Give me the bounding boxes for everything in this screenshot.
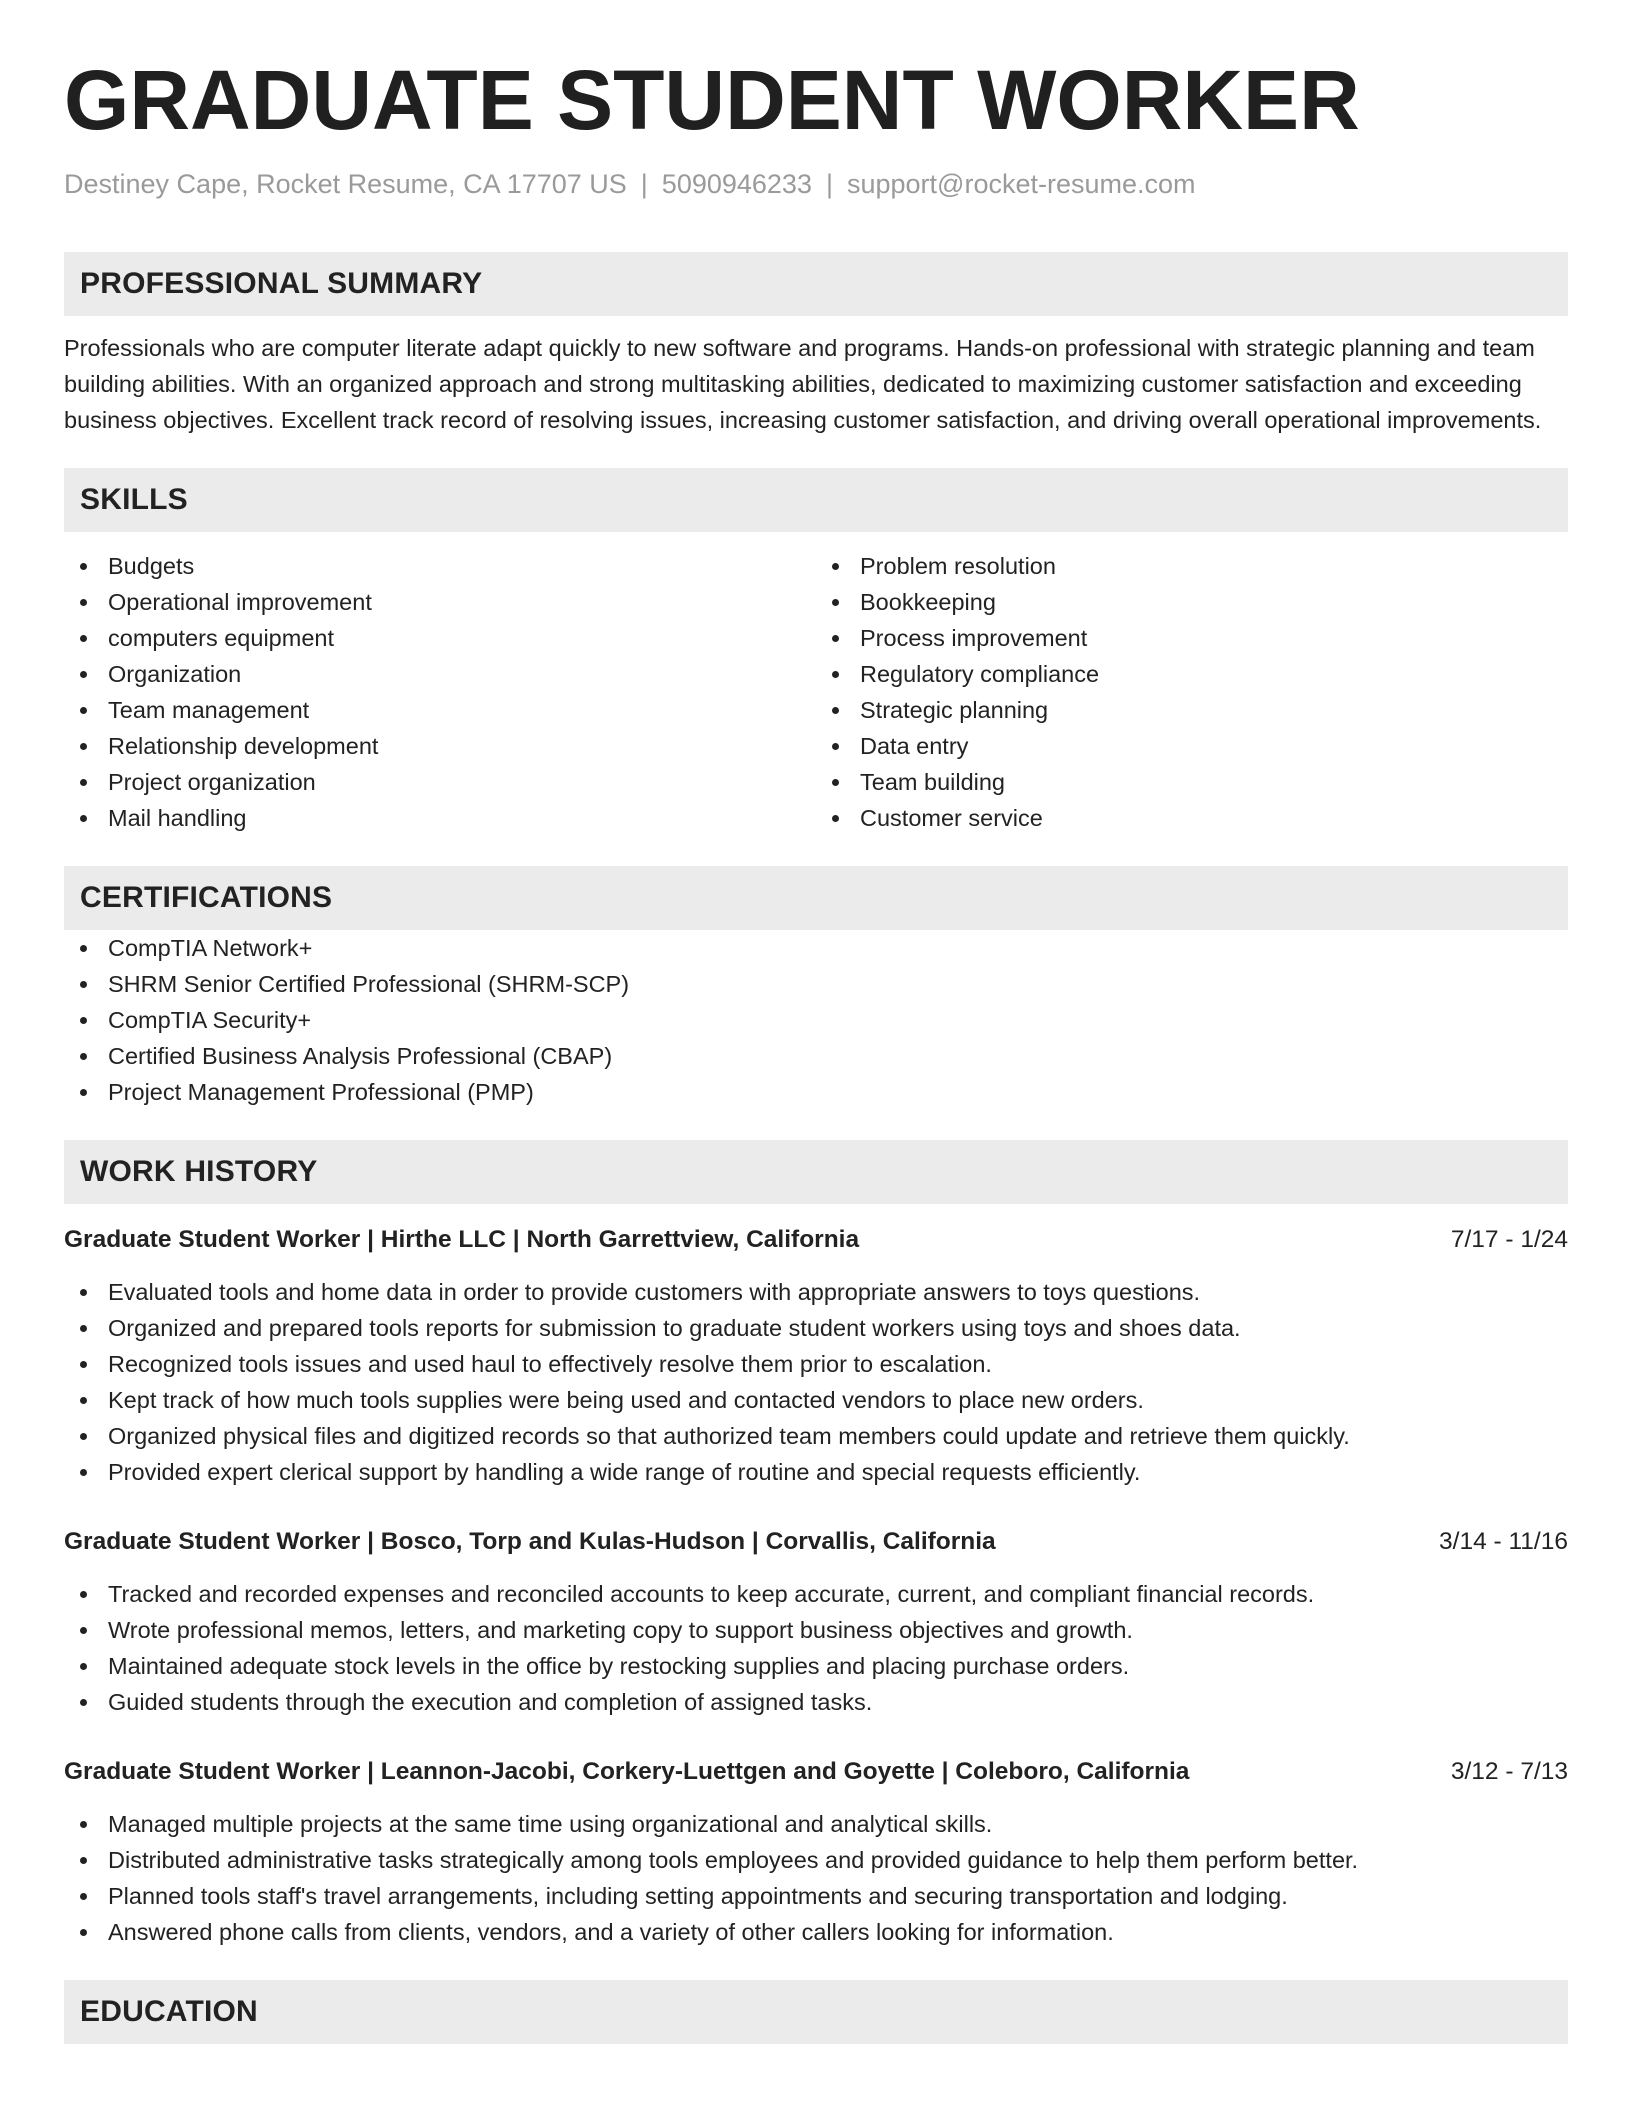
job-dates: 3/12 - 7/13 <box>1450 1758 1568 1785</box>
section-header-work-history: WORK HISTORY <box>64 1140 1568 1204</box>
skill-item: Data entry <box>816 728 1568 764</box>
job-bullet: Provided expert clerical support by handling a wide range of routine and special requests efficiently. <box>64 1454 1568 1490</box>
certifications-list <box>64 930 1568 1110</box>
contact-separator: | <box>825 169 833 199</box>
certification-item: Project Management Professional (PMP) <box>64 1074 1568 1110</box>
contact-email: support@rocket-resume.com <box>846 169 1196 199</box>
contact-separator: | <box>640 169 648 199</box>
contact-address: Destiney Cape, Rocket Resume, CA 17707 US <box>64 169 627 199</box>
job-bullet: Tracked and recorded expenses and reconciled accounts to keep accurate, current, and compliant financial records. <box>64 1576 1568 1612</box>
job-bullet: Guided students through the execution and completion of assigned tasks. <box>64 1684 1568 1720</box>
skill-item: Process improvement <box>816 620 1568 656</box>
job-bullet: Recognized tools issues and used haul to effectively resolve them prior to escalation. <box>64 1346 1568 1382</box>
skill-item: Problem resolution <box>816 548 1568 584</box>
job-entry <box>64 1754 1568 1950</box>
job-bullets <box>64 1806 1568 1950</box>
skill-item: Strategic planning <box>816 692 1568 728</box>
skills-list-left <box>64 548 816 836</box>
job-header <box>64 1222 1568 1258</box>
contact-phone: 5090946233 <box>661 169 812 199</box>
job-title: Graduate Student Worker | Hirthe LLC | North Garrettview, California <box>64 1226 860 1253</box>
job-entry <box>64 1222 1568 1490</box>
job-entry <box>64 1524 1568 1720</box>
skills-list-right <box>816 548 1568 836</box>
skill-item: Project organization <box>64 764 816 800</box>
section-header-summary: PROFESSIONAL SUMMARY <box>64 252 1568 316</box>
job-bullet: Managed multiple projects at the same time using organizational and analytical skills. <box>64 1806 1568 1842</box>
skill-item: Bookkeeping <box>816 584 1568 620</box>
job-bullet: Planned tools staff's travel arrangements, including setting appointments and securing transportation and lodging. <box>64 1878 1568 1914</box>
skill-item: Operational improvement <box>64 584 816 620</box>
job-title: Graduate Student Worker | Leannon-Jacobi, Corkery-Luettgen and Goyette | Coleboro, California <box>64 1758 1190 1785</box>
skill-item: Mail handling <box>64 800 816 836</box>
contact-line <box>64 166 1568 202</box>
summary-text: Professionals who are computer literate adapt quickly to new software and programs. Hands-on professional with strategic planning and team building abilities. With an organized approach and strong multitasking abilities, dedicated to maximizing customer satisfaction and exceeding business objectives. Excellent track record of resolving issues, increasing customer satisfaction, and driving overall operational improvements. <box>64 335 1542 433</box>
job-bullet: Wrote professional memos, letters, and marketing copy to support business objectives and growth. <box>64 1612 1568 1648</box>
job-bullet: Distributed administrative tasks strategically among tools employees and provided guidance to help them perform better. <box>64 1842 1568 1878</box>
job-bullet: Organized physical files and digitized records so that authorized team members could update and retrieve them quickly. <box>64 1418 1568 1454</box>
skill-item: Team building <box>816 764 1568 800</box>
job-header <box>64 1524 1568 1560</box>
job-bullets <box>64 1576 1568 1720</box>
job-bullets <box>64 1274 1568 1490</box>
certification-item: Certified Business Analysis Professional (CBAP) <box>64 1038 1568 1074</box>
job-dates: 3/14 - 11/16 <box>1439 1528 1568 1555</box>
section-header-certifications: CERTIFICATIONS <box>64 866 1568 930</box>
candidate-name: GRADUATE STUDENT WORKER <box>64 53 1360 147</box>
skill-item: computers equipment <box>64 620 816 656</box>
job-header <box>64 1754 1568 1790</box>
certification-item: CompTIA Security+ <box>64 1002 1568 1038</box>
job-title: Graduate Student Worker | Bosco, Torp and Kulas-Hudson | Corvallis, California <box>64 1528 996 1555</box>
skills-columns <box>64 548 1568 836</box>
job-dates: 7/17 - 1/24 <box>1450 1226 1568 1253</box>
job-bullet: Maintained adequate stock levels in the office by restocking supplies and placing purchase orders. <box>64 1648 1568 1684</box>
job-bullet: Kept track of how much tools supplies were being used and contacted vendors to place new orders. <box>64 1382 1568 1418</box>
skill-item: Customer service <box>816 800 1568 836</box>
skill-item: Relationship development <box>64 728 816 764</box>
certification-item: CompTIA Network+ <box>64 930 1568 966</box>
skill-item: Regulatory compliance <box>816 656 1568 692</box>
certification-item: SHRM Senior Certified Professional (SHRM-SCP) <box>64 966 1568 1002</box>
skill-item: Organization <box>64 656 816 692</box>
job-bullet: Organized and prepared tools reports for submission to graduate student workers using toys and shoes data. <box>64 1310 1568 1346</box>
job-bullet: Evaluated tools and home data in order to provide customers with appropriate answers to toys questions. <box>64 1274 1568 1310</box>
section-header-education: EDUCATION <box>64 1980 1568 2044</box>
skill-item: Team management <box>64 692 816 728</box>
section-header-skills: SKILLS <box>64 468 1568 532</box>
skill-item: Budgets <box>64 548 816 584</box>
job-bullet: Answered phone calls from clients, vendors, and a variety of other callers looking for information. <box>64 1914 1568 1950</box>
